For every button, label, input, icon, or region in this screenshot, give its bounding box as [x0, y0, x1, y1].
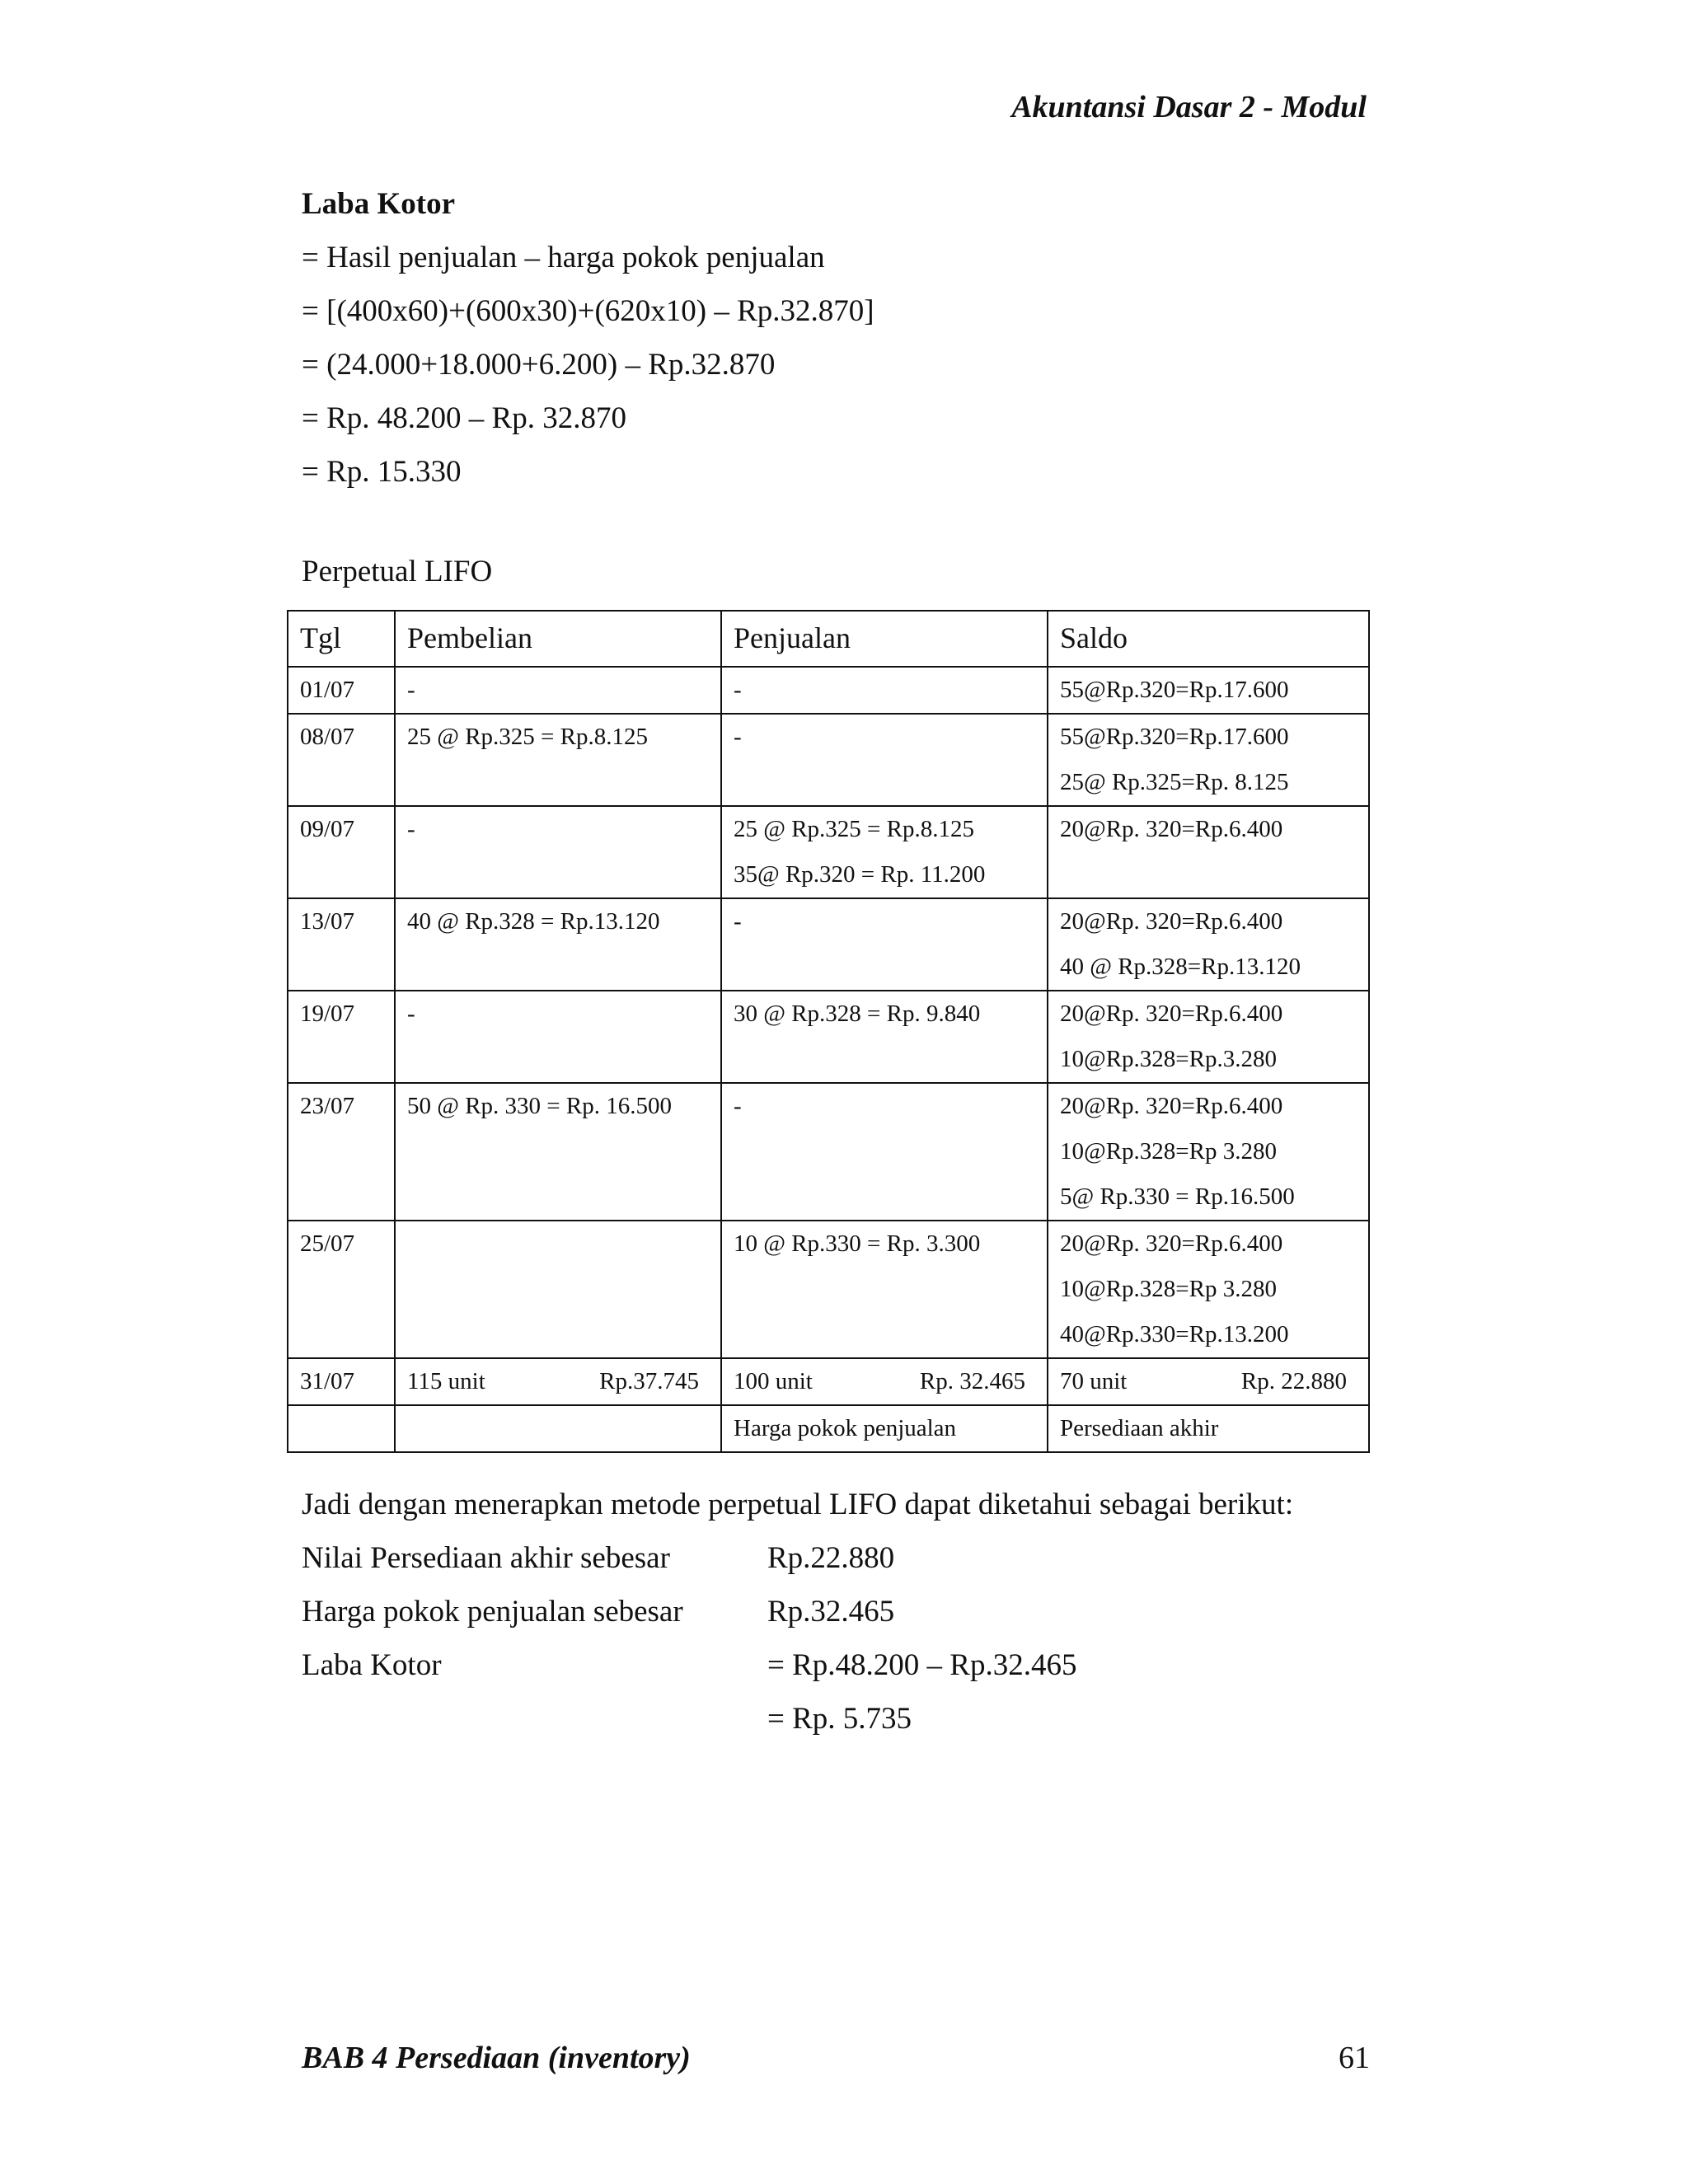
column-header-tgl: Tgl: [288, 611, 395, 667]
column-header-pembelian: Pembelian: [395, 611, 721, 667]
running-header: Akuntansi Dasar 2 - Modul: [1011, 90, 1367, 124]
saldo-entry: 5@ Rp.330 = Rp.16.500: [1060, 1183, 1295, 1210]
table-note-row: [288, 1405, 1369, 1452]
summary-value: = Rp. 5.735: [767, 1702, 912, 1736]
pembelian-entry: 25 @ Rp.325 = Rp.8.125: [407, 724, 648, 750]
cell-penjualan: [721, 714, 1048, 806]
laba-kotor-line: = Rp. 48.200 – Rp. 32.870: [302, 401, 626, 435]
summary-label: Laba Kotor: [302, 1648, 442, 1682]
penjualan-entry: 25 @ Rp.325 = Rp.8.125: [734, 816, 974, 842]
summary-row: [302, 1585, 1293, 1638]
table-row: [288, 898, 1369, 991]
table-row: [288, 806, 1369, 898]
cell-penjualan: [721, 991, 1048, 1083]
summary-label: Nilai Persediaan akhir sebesar: [302, 1541, 670, 1575]
cell-pembelian: [395, 991, 721, 1083]
saldo-entry: 10@Rp.328=Rp 3.280: [1060, 1276, 1277, 1302]
total-pembelian-value: Rp.37.745: [599, 1368, 699, 1394]
note-penjualan: Harga pokok penjualan: [721, 1405, 1048, 1452]
total-saldo-value: Rp. 22.880: [1240, 1368, 1347, 1394]
cell-saldo: [1048, 898, 1369, 991]
pembelian-entry: -: [407, 677, 415, 703]
cell-saldo: [1048, 806, 1369, 898]
column-header-penjualan: Penjualan: [721, 611, 1048, 667]
total-penjualan: [721, 1358, 1048, 1405]
table-row: [288, 667, 1369, 714]
cell-tgl: 08/07: [288, 714, 395, 806]
penjualan-entry: -: [734, 677, 742, 703]
summary-row: [302, 1638, 1293, 1692]
saldo-entry: 25@ Rp.325=Rp. 8.125: [1060, 769, 1289, 795]
cell-penjualan: [721, 806, 1048, 898]
cell-tgl: 09/07: [288, 806, 395, 898]
saldo-entry: 20@Rp. 320=Rp.6.400: [1060, 1230, 1283, 1257]
cell-pembelian: [395, 714, 721, 806]
penjualan-entry: 35@ Rp.320 = Rp. 11.200: [734, 861, 986, 888]
cell-saldo: [1048, 1221, 1369, 1358]
total-pembelian-unit: 115 unit: [407, 1368, 485, 1394]
cell-pembelian: [395, 898, 721, 991]
total-pembelian: [395, 1358, 721, 1405]
saldo-entry: 20@Rp. 320=Rp.6.400: [1060, 816, 1283, 842]
total-penjualan-unit: 100 unit: [734, 1368, 813, 1394]
penjualan-entry: 30 @ Rp.328 = Rp. 9.840: [734, 1001, 981, 1027]
table-row: [288, 1221, 1369, 1358]
laba-kotor-line: = Hasil penjualan – harga pokok penjualan: [302, 241, 825, 274]
cell-saldo: [1048, 991, 1369, 1083]
table-row: [288, 991, 1369, 1083]
cell-tgl: 13/07: [288, 898, 395, 991]
penjualan-entry: 10 @ Rp.330 = Rp. 3.300: [734, 1230, 981, 1257]
pembelian-entry: 50 @ Rp. 330 = Rp. 16.500: [407, 1093, 672, 1119]
saldo-entry: 20@Rp. 320=Rp.6.400: [1060, 1093, 1283, 1119]
saldo-entry: 20@Rp. 320=Rp.6.400: [1060, 1001, 1283, 1027]
cell-pembelian: [395, 667, 721, 714]
laba-kotor-line: = [(400x60)+(600x30)+(620x10) – Rp.32.870]: [302, 294, 874, 328]
saldo-entry: 10@Rp.328=Rp 3.280: [1060, 1138, 1277, 1165]
cell-saldo: [1048, 1083, 1369, 1221]
total-penjualan-value: Rp. 32.465: [919, 1368, 1025, 1394]
cell-saldo: [1048, 667, 1369, 714]
cell-penjualan: [721, 898, 1048, 991]
laba-kotor-line: = Rp. 15.330: [302, 455, 462, 489]
saldo-entry: 55@Rp.320=Rp.17.600: [1060, 677, 1289, 703]
saldo-entry: 20@Rp. 320=Rp.6.400: [1060, 908, 1283, 935]
pembelian-entry: 40 @ Rp.328 = Rp.13.120: [407, 908, 660, 935]
table-total-row: [288, 1358, 1369, 1405]
penjualan-entry: -: [734, 724, 742, 750]
cell-tgl: 23/07: [288, 1083, 395, 1221]
cell-pembelian: [395, 806, 721, 898]
cell-pembelian: [395, 1221, 721, 1358]
cell-penjualan: [721, 667, 1048, 714]
penjualan-entry: -: [734, 908, 742, 935]
summary-value: = Rp.48.200 – Rp.32.465: [767, 1648, 1077, 1682]
summary-value: Rp.22.880: [767, 1541, 895, 1575]
page-number: 61: [1339, 2041, 1370, 2075]
table-row: [288, 1083, 1369, 1221]
note-empty: [395, 1405, 721, 1452]
column-header-saldo: Saldo: [1048, 611, 1369, 667]
summary-row: [302, 1692, 1293, 1746]
penjualan-entry: -: [734, 1093, 742, 1119]
lifo-title: Perpetual LIFO: [302, 555, 493, 588]
saldo-entry: 10@Rp.328=Rp.3.280: [1060, 1046, 1277, 1072]
table-row: [288, 714, 1369, 806]
cell-penjualan: [721, 1083, 1048, 1221]
table-header-row: [288, 611, 1369, 667]
total-tgl: 31/07: [288, 1358, 395, 1405]
summary-intro: Jadi dengan menerapkan metode perpetual LIFO dapat diketahui sebagai berikut:: [302, 1488, 1294, 1521]
laba-kotor-section: [302, 177, 874, 499]
table-footer: [288, 1358, 1369, 1452]
cell-penjualan: [721, 1221, 1048, 1358]
saldo-entry: 40@Rp.330=Rp.13.200: [1060, 1321, 1289, 1347]
footer-chapter: BAB 4 Persediaan (inventory): [302, 2041, 691, 2075]
total-saldo-unit: 70 unit: [1060, 1368, 1128, 1394]
saldo-entry: 55@Rp.320=Rp.17.600: [1060, 724, 1289, 750]
pembelian-entry: -: [407, 1001, 415, 1027]
cell-tgl: 01/07: [288, 667, 395, 714]
cell-saldo: [1048, 714, 1369, 806]
summary-value: Rp.32.465: [767, 1595, 895, 1629]
lifo-table: [287, 610, 1370, 1453]
note-empty: [288, 1405, 395, 1452]
cell-tgl: 19/07: [288, 991, 395, 1083]
table-body: [288, 667, 1369, 1358]
laba-kotor-line: = (24.000+18.000+6.200) – Rp.32.870: [302, 348, 776, 382]
pembelian-entry: -: [407, 816, 415, 842]
note-saldo: Persediaan akhir: [1048, 1405, 1369, 1452]
summary-section: [302, 1478, 1293, 1746]
total-saldo: [1048, 1358, 1369, 1405]
saldo-entry: 40 @ Rp.328=Rp.13.120: [1060, 954, 1301, 980]
cell-tgl: 25/07: [288, 1221, 395, 1358]
summary-row: [302, 1531, 1293, 1585]
cell-pembelian: [395, 1083, 721, 1221]
laba-kotor-heading: Laba Kotor: [302, 187, 456, 221]
summary-label: Harga pokok penjualan sebesar: [302, 1595, 683, 1629]
